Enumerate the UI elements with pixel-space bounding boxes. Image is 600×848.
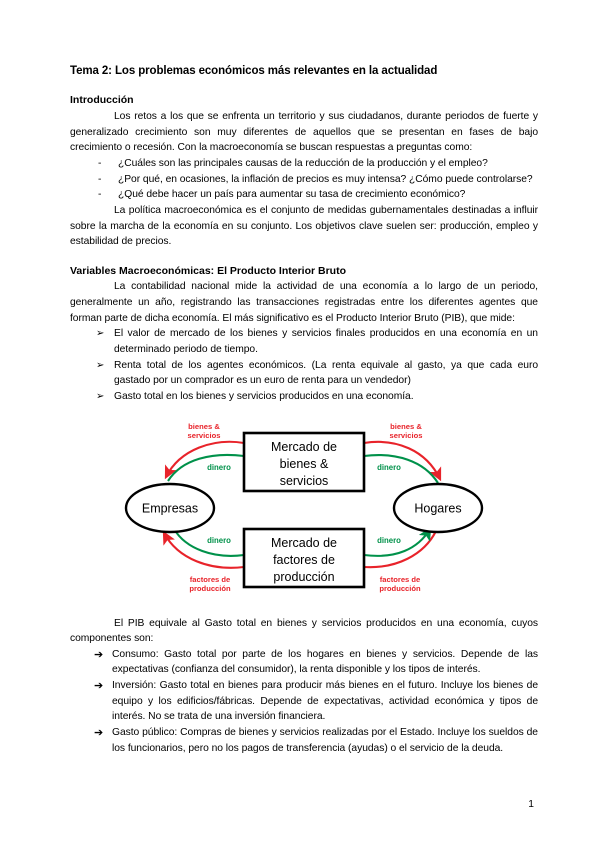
- label-top-left-goods-line-1: bienes &: [188, 421, 220, 431]
- list-item: [70, 156, 538, 172]
- circular-flow-svg: [118, 419, 490, 601]
- circular-flow-diagram: [118, 419, 490, 606]
- list-item-text: ¿Qué debe hacer un país para aumentar su tasa de crecimiento económico?: [118, 189, 466, 201]
- label-bottom-right-money: dinero: [377, 535, 401, 545]
- oval-empresas-label: Empresas: [141, 501, 199, 516]
- label-bottom-left-factors-line-1: factores de: [189, 574, 231, 584]
- list-item: [70, 172, 538, 188]
- list-item: [70, 725, 538, 756]
- arrowhead-icon: ➢: [96, 359, 105, 371]
- list-item: [70, 326, 538, 357]
- box-top-line-3: servicios: [279, 473, 329, 488]
- pib-measures-list: [70, 326, 538, 404]
- box-bottom-line-1: Mercado de: [270, 535, 338, 550]
- variables-paragraph-1: La contabilidad nacional mide la actividad de una economía a lo largo de un periodo, generalmente un año, registrando las transacciones registradas entre los diferentes agentes que forman parte de dicha economía. El más significativo es el Producto Interior Bruto (PIB), que mide:: [70, 281, 538, 324]
- list-item: [70, 389, 538, 405]
- label-top-left-money: dinero: [207, 462, 231, 472]
- label-bottom-left-factors-line-2: producción: [189, 583, 231, 593]
- dash-marker: -: [98, 189, 102, 201]
- intro-question-list: [70, 156, 538, 203]
- arrow-factors-market-to-firms: [164, 533, 244, 568]
- oval-hogares-label: Hogares: [414, 501, 462, 516]
- label-top-right-goods-line-1: bienes &: [390, 421, 422, 431]
- variables-paragraph-2: El PIB equivale al Gasto total en bienes y servicios producidos en una economía, cuyos componentes son:: [70, 617, 538, 645]
- right-arrow-icon: ➔: [94, 680, 104, 693]
- list-item-text: Inversión: Gasto total en bienes para producir más bienes en el futuro. Incluye los bienes de equipo y los edificios/fábricas. Depende de expectativas, actividad económica y tipos de interés. No se trata de una inversión financiera.: [112, 680, 538, 723]
- box-top-line-2: bienes &: [279, 456, 329, 471]
- box-bottom-line-3: producción: [273, 569, 335, 584]
- label-top-right-goods-line-2: servicios: [389, 430, 423, 440]
- pib-components-list: [70, 647, 538, 756]
- list-item-text: ¿Por qué, en ocasiones, la inflación de precios es muy intensa? ¿Cómo puede controlarse?: [118, 173, 533, 185]
- box-bottom-line-2: factores de: [273, 552, 335, 567]
- list-item-text: El valor de mercado de los bienes y servicios finales producidos en una economía en un determinado periodo de tiempo.: [114, 328, 538, 355]
- list-item: [70, 187, 538, 203]
- list-item-text: Gasto total en los bienes y servicios producidos en una economía.: [114, 390, 414, 402]
- heading-variables-macroeconomicas: Variables Macroeconómicas: El Producto Interior Bruto: [70, 264, 346, 277]
- intro-paragraph-2: La política macroeconómica es el conjunto de medidas gubernamentales destinadas a influir sobre la marcha de la economía en su conjunto. Los objetivos clave suelen ser: producción, empleo y estabilidad de precios.: [70, 204, 538, 248]
- label-top-right-money: dinero: [377, 462, 401, 472]
- page-title: Tema 2: Los problemas económicos más relevantes en la actualidad: [70, 65, 438, 77]
- arrowhead-icon: ➢: [96, 390, 105, 402]
- arrowhead-icon: ➢: [96, 328, 105, 340]
- list-item-text: ¿Cuáles son las principales causas de la reducción de la producción y el empleo?: [118, 157, 488, 169]
- list-item-text: Consumo: Gasto total por parte de los hogares en bienes y servicios. Depende de las expectativas (confianza del consumidor), la renta disponible y los tipos de interés.: [112, 648, 538, 676]
- arrow-goods-market-to-firms: [166, 441, 244, 476]
- label-bottom-right-factors-line-2: producción: [379, 583, 421, 593]
- list-item: [70, 678, 538, 725]
- page-number: 1: [528, 799, 534, 810]
- arrow-goods-market-to-households: [364, 441, 440, 478]
- heading-introduccion: Introducción: [70, 94, 134, 107]
- dash-marker: -: [98, 173, 102, 185]
- label-bottom-right-factors-line-1: factores de: [379, 574, 421, 584]
- list-item: [70, 647, 538, 678]
- right-arrow-icon: ➔: [94, 648, 104, 661]
- box-top-line-1: Mercado de: [270, 439, 338, 454]
- right-arrow-icon: ➔: [94, 727, 104, 740]
- spacer: [70, 250, 538, 265]
- list-item: [70, 358, 538, 389]
- intro-paragraph-1: Los retos a los que se enfrenta un territorio y sus ciudadanos, durante periodos de fuerte y generalizado crecimiento son muy diferentes de aquellos que se presentan en fases de bajo crecimiento o recesión. Con la macroeconomía se buscan respuestas a preguntas como:: [70, 111, 538, 154]
- label-top-left-goods-line-2: servicios: [187, 430, 221, 440]
- circular-flow-diagram-container: [70, 419, 538, 606]
- list-item-text: Gasto público: Compras de bienes y servicios realizadas por el Estado. Incluye los sueldos de los funcionarios, pero no los pagos de transferencia (ayudas) o el servicio de la deuda.: [112, 727, 538, 754]
- dash-marker: -: [98, 157, 102, 169]
- list-item-text: Renta total de los agentes económicos. (La renta equivale al gasto, ya que cada euro gastado por un comprador es un euro de renta para un vendedor): [114, 359, 538, 387]
- label-bottom-left-money: dinero: [207, 535, 231, 545]
